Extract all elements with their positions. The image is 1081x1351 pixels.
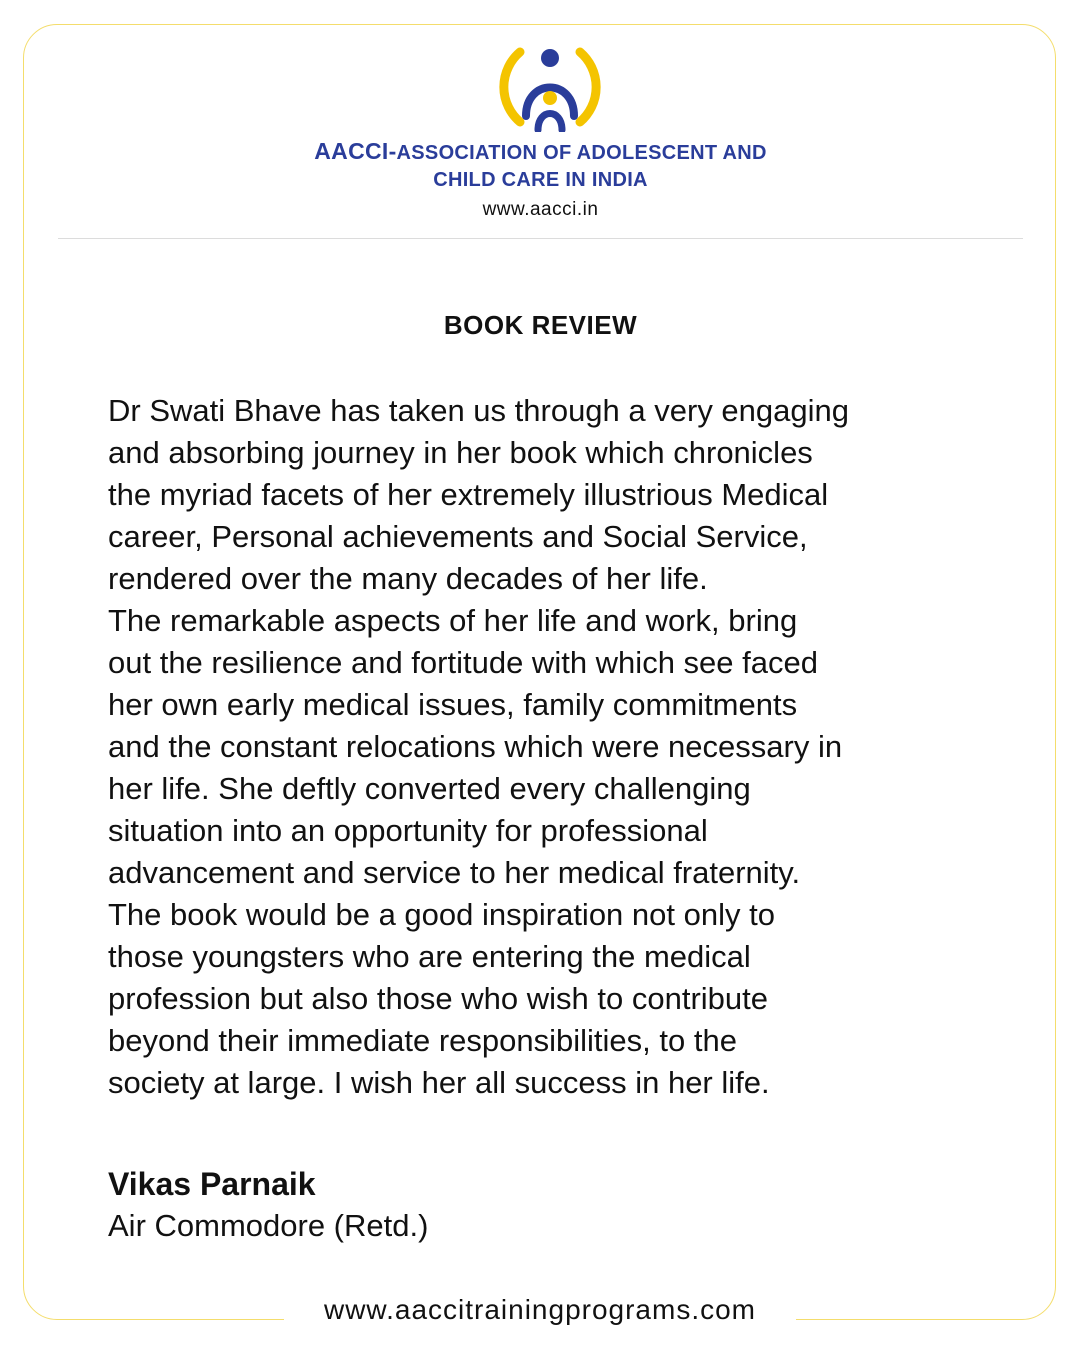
org-name-part1: ASSOCIATION OF ADOLESCENT AND — [396, 142, 767, 164]
signature-title: Air Commodore (Retd.) — [108, 1208, 429, 1243]
review-line: advancement and service to her medical fraternity. — [108, 855, 801, 890]
review-line: the myriad facets of her extremely illustrious Medical — [108, 477, 829, 512]
signature-name: Vikas Parnaik — [108, 1166, 316, 1202]
review-line: society at large. I wish her all success in her life. — [108, 1065, 770, 1100]
review-line: her own early medical issues, family commitments — [108, 687, 798, 722]
header-divider — [58, 238, 1023, 239]
review-line: situation into an opportunity for professional — [108, 813, 708, 848]
org-name-line2: CHILD CARE IN INDIA — [433, 169, 648, 191]
org-abbreviation: AACCI- — [314, 138, 397, 164]
review-line: profession but also those who wish to contribute — [108, 981, 768, 1016]
page-title: BOOK REVIEW — [443, 310, 638, 340]
review-line: beyond their immediate responsibilities, to the — [108, 1023, 737, 1058]
review-line: out the resilience and fortitude with which see faced — [108, 645, 818, 680]
review-line: those youngsters who are entering the medical — [108, 939, 751, 974]
review-line: career, Personal achievements and Social Service, — [108, 519, 808, 554]
review-line: The book would be a good inspiration not only to — [108, 897, 775, 932]
review-line: Dr Swati Bhave has taken us through a very engaging — [108, 393, 850, 428]
review-line: and absorbing journey in her book which chronicles — [108, 435, 813, 470]
review-line: The remarkable aspects of her life and work, bring — [108, 603, 798, 638]
org-name-line1 — [0, 138, 1081, 165]
family-figures-logo-icon — [496, 38, 604, 132]
review-line: and the constant relocations which were necessary in — [108, 729, 843, 764]
review-line: rendered over the many decades of her life. — [108, 561, 708, 596]
review-line: her life. She deftly converted every challenging — [108, 771, 751, 806]
review-body — [108, 390, 1008, 1104]
org-website[interactable]: www.aacci.in — [482, 199, 599, 220]
footer-url[interactable]: www.aaccitrainingprograms.com — [323, 1294, 757, 1325]
